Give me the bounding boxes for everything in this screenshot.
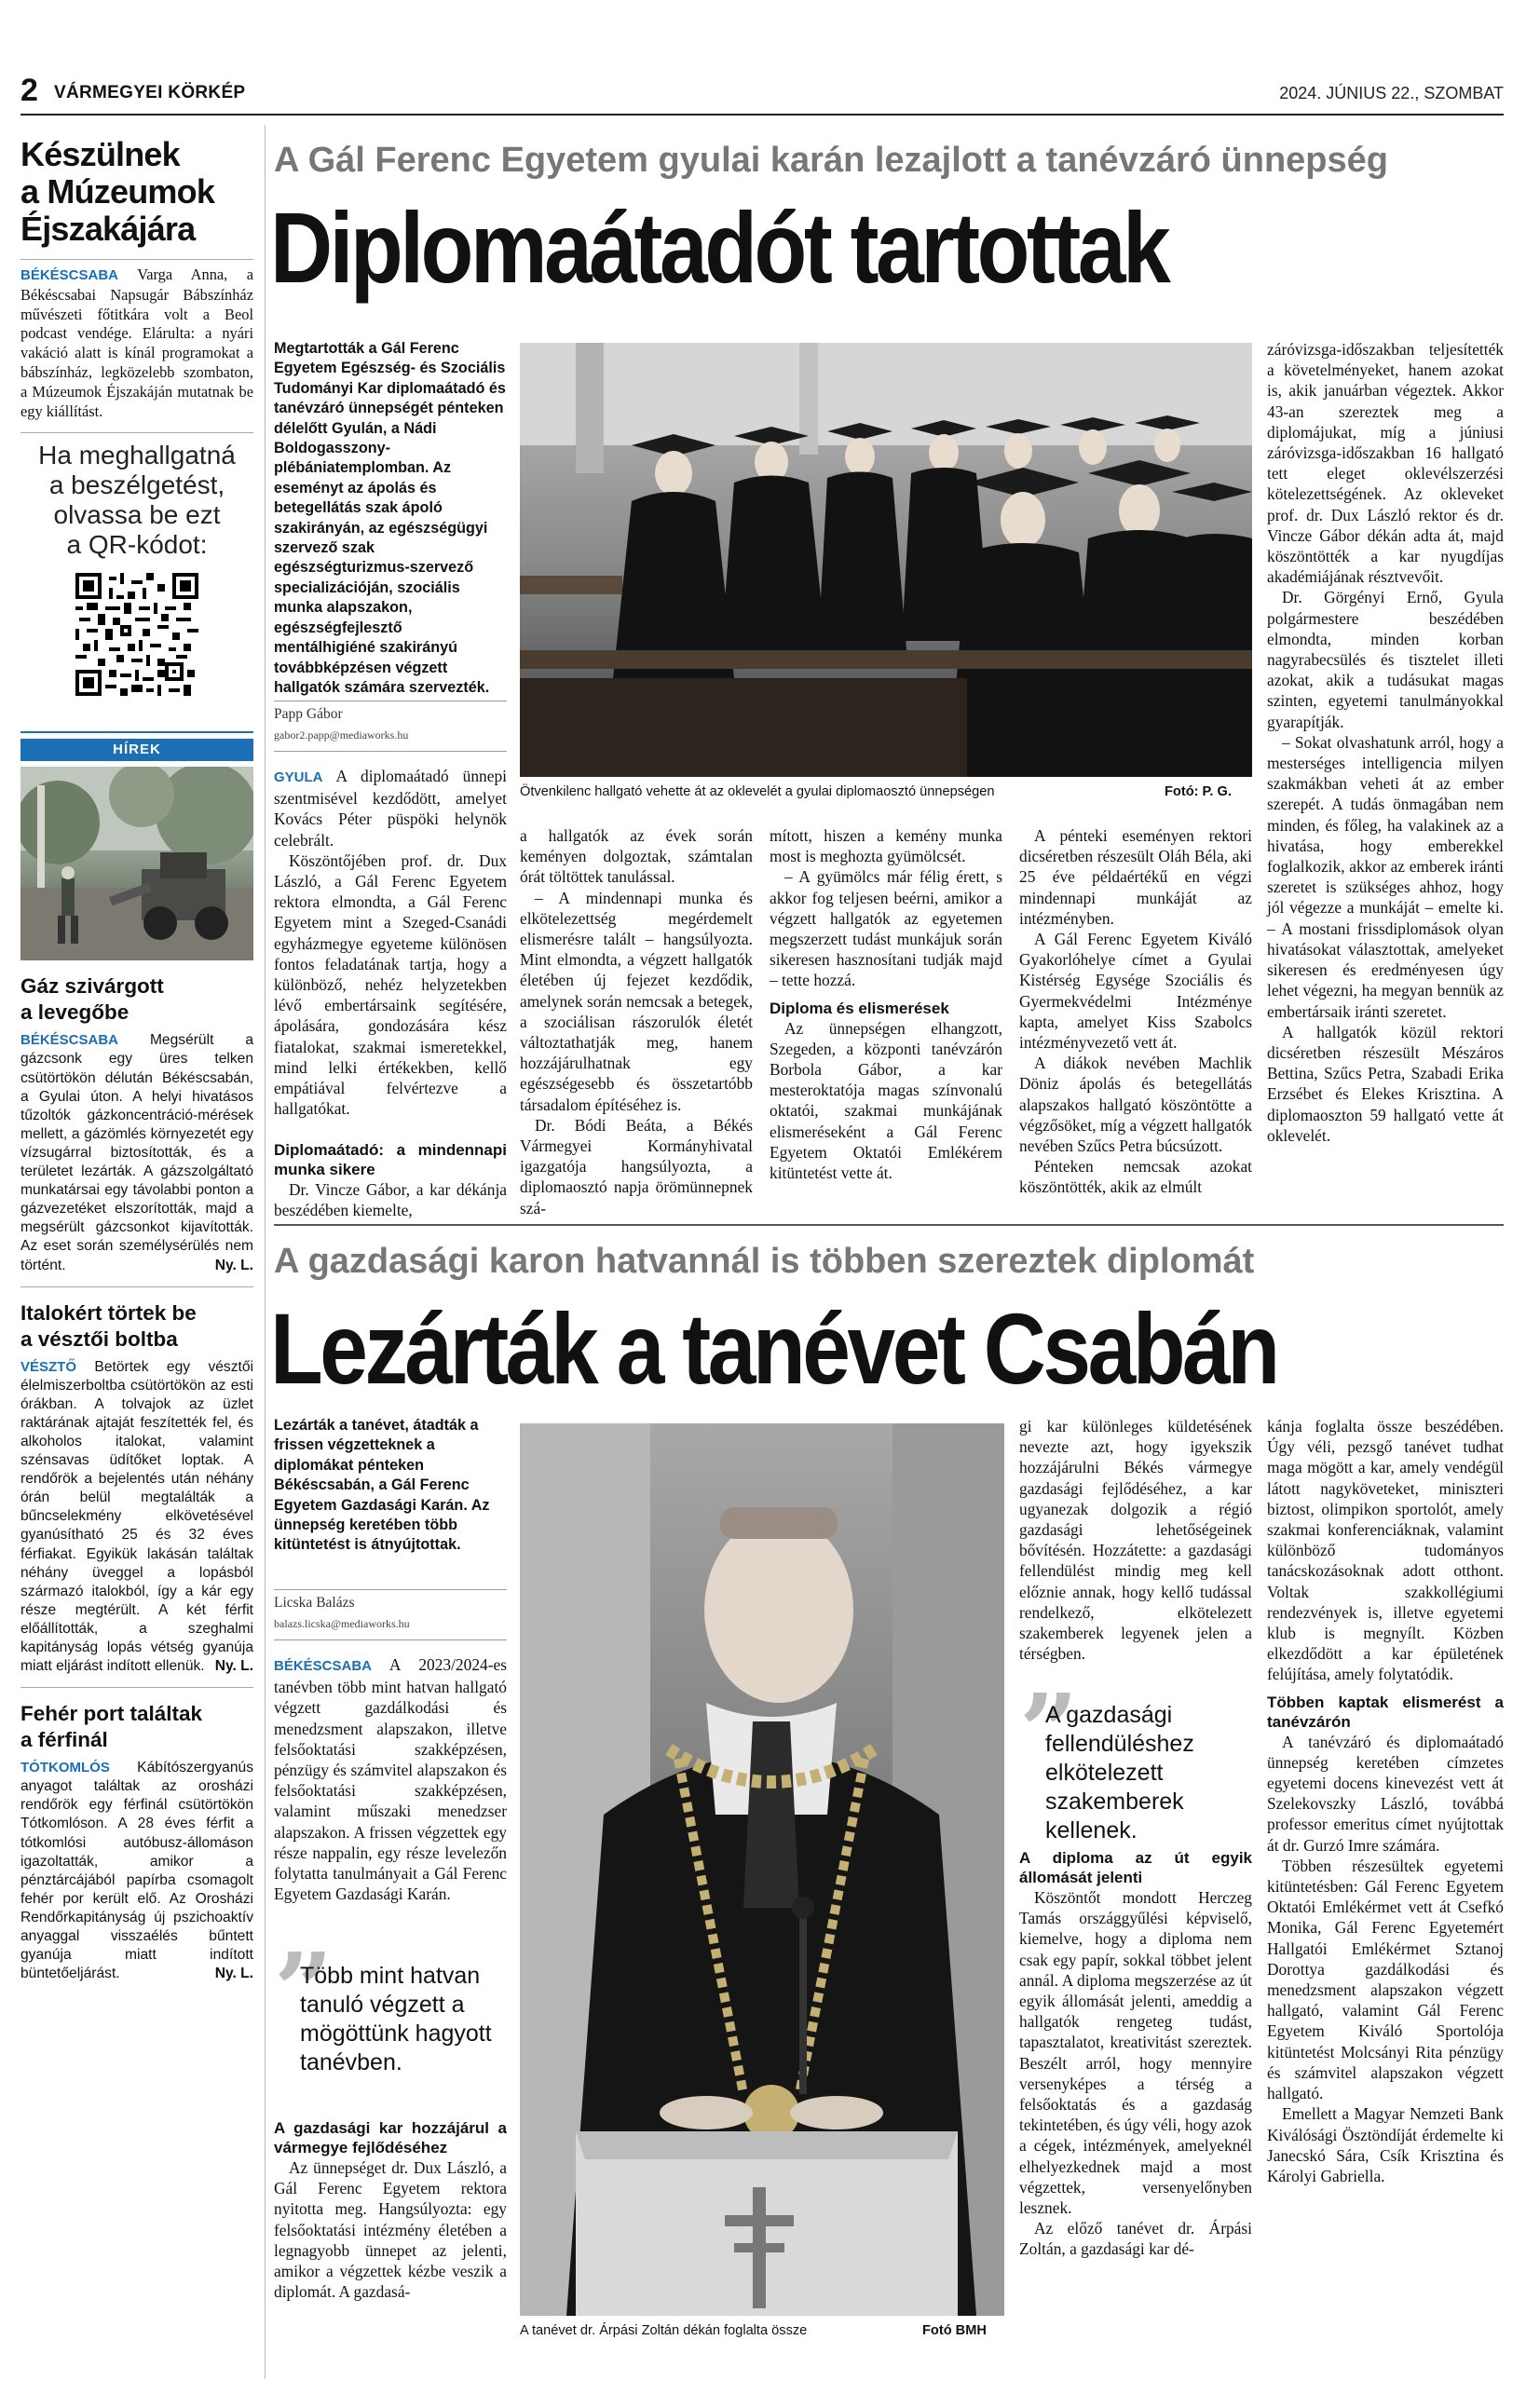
article2-col1: BÉKÉSCSABA A 2023/2024-es tanévben több mint hatvan hallgató végzett gazdálkodási és menedzsment alapszakon, illetve felsőoktatási szakképzésen, pénzügy és számvitel alapszakon és felsőoktatási szakképzésen, valamint műszaki menedzser alapszakon. A frissen végzettek egy része nappalin, egy része levelezőn folytatta tanulmányait a Gál Ferenc Egyetem Gazdasági Karán.	[274, 1655, 507, 1904]
news-text-gas: BÉKÉSCSABA Megsérült a gázcsonk egy üres telken csütörtökön délután Békéscsabán, a Gyulai úton. A helyi hivatásos tűzoltók gázkoncentráció-mérések mellett, a gázömlés környezetét egy vízsugárral biztosították, és a területet lezárták. A gázszolgáltató munkatársai egy távolabbi ponton a gázvezetéket elszorították, majd a megsérült gázcsonkot kijavították. Az eset során személysérülés nem történt. Ny. L.	[20, 1032, 253, 1273]
sidebar	[20, 125, 253, 2379]
news-title-gas: Gáz szivárgott a levegőbe	[20, 974, 164, 1025]
article2-photo-credit: Fotó BMH	[922, 2323, 987, 2338]
article1-photo-graduates	[520, 343, 1252, 777]
qr-prompt: Ha meghallgatná a beszélgetést, olvassa be ezt a QR-kódot:	[38, 441, 236, 560]
article2-col3b: A diploma az út egyik állomását jelenti Köszöntőt mondott Herczeg Tamás országgyűlési képviselő, kiemelve, hogy a diploma nem csak egy papír, sokkal többet jelent annál. A diploma megszerzése az út egyik állomását jelenti, ameddig a hallgatók rengeteg tudást, tapasztalatot, kreativitást szereztek. Beszélt arról, hogy mennyire versenyképes a térség a felsőoktatás és a gazdaság tekintetében, és úgy véli, hogy azok a cégek, intézmények, amelyeknél elhelyezkednek majd a most végzettek, versenyelőnyben lesznek. Az előző tanévet dr. Árpási Zoltán, a gazdasági kar dé-	[1019, 1849, 1252, 2259]
article1-photo-caption: Ötvenkilenc hallgató vehette át az oklevelét a gyulai diplomaosztó ünnepségen	[520, 784, 995, 799]
news-text-powder: TÓTKOMLÓS Kábítószergyanús anyagot találtak az orosházi rendőrök egy férfinál csütörtökön Tótkomlóson. A 28 éves férfit a tótkomlósi autóbusz-állomáson igazoltatták, amikor a pénztárcájából papírba csomagolt fehér por került elő. Az Orosházi Rendőrkapitányság új pszichoaktív anyaggal visszaélés bűntett gyanúja miatt indított büntetőeljárást. Ny. L.	[20, 1760, 253, 1982]
article2-col3: gi kar különleges küldetésének nevezte azt, hogy igyekszik hozzájárulni Békés vármegye gazdasági fejlődéséhez, a kar ugyanezak dolgozik a régió gazdasági lehetőségeinek bővítésén. Hozzátette: a gazdasági fellendülést mindig meg kell előznie annak, hogy kellő tudással rendelkező, elkötelezett szakemberek legyenek jelen a térségben.	[1019, 1417, 1252, 1664]
article2-photo-caption: A tanévet dr. Árpási Zoltán dékán foglalta össze	[520, 2323, 808, 2338]
article1-photo-credit: Fotó: P. G.	[1165, 784, 1232, 799]
article2-author: Licska Balázs	[274, 1595, 355, 1611]
article1-col3: mított, hiszen a kemény munka most is meghozta gyümölcsét. – A gyümölcs már félig érett, s akkor fog teljesen beérni, amikor a végzett hallgatók az egyetemen megszerzett tudást munkájuk során sikeresen hasznosítani tudják majd – tette hozzá. Diploma és elismerések Az ünnepségen elhangzott, Szegeden, a központi tanévzárón Borbola Gábor, a kar mesteroktatója magas színvonalú oktatói, szakmai munkájának elismeréseként a Gál Ferenc Egyetem Oktatói Emlékérem kitüntetést vette át.	[770, 826, 1002, 1183]
museum-story	[20, 136, 253, 696]
article2-email[interactable]: balazs.licska@mediaworks.hu	[274, 1617, 410, 1630]
article2-pullquote-1: ” Több mint hatvan tanuló végzett a mögöttünk hagyott tanévben.	[274, 1930, 492, 2075]
article2-col1b: A gazdasági kar hozzájárul a vármegye fejlődéséhez Az ünnepséget dr. Dux László, a Gál Ferenc Egyetem rektora nyitotta meg. Hangsúlyozta: egy felsőoktatási intézmény életében a legnagyobb ünnepet az jelenti, amikor a végzettek kézbe veszik a diplomát. A gazdasá-	[274, 2119, 507, 2302]
museum-text: BÉKÉSCSABA Varga Anna, a Békéscsabai Napsugár Bábszínház művészeti főtitkára volt a Beol podcast vendége. Elárulta: a nyári vakáció alatt is kínál programokat a bábszínház, legközelebb szombaton, a Múzeumok Éjszakáján mutatnak be egy kiállítást.	[20, 265, 253, 420]
news-label: HÍREK	[20, 739, 253, 761]
news-text-burglary: VÉSZTŐ Betörtek egy vésztői élelmiszerboltba csütörtökön az esti órákban. A tolvajok az üzlet raktárának ajtaját feszítették fel, és alkoholos italokat, valamint szénsavas üdítőket loptak. A rendőrök a bejelentés után néhány órán belül megtalálták a bűncselekmény elkövetésével gyanúsítható 25 és 32 éves férfiakat. Egyikük lakásán találtak néhány üveggel a lopásból származó italokból, így a kár egy része megtérült. A két férfit előállították, a szeghalmi kapitányság lopás vétség gyanúja miatt eljárást indított ellenük. Ny. L.	[20, 1358, 253, 1675]
qr-code[interactable]	[75, 573, 198, 696]
article1-email[interactable]: gabor2.papp@mediaworks.hu	[274, 728, 409, 741]
section-name: VÁRMEGYEI KÖRKÉP	[54, 83, 246, 102]
news-title-powder: Fehér port találtak a férfinál	[20, 1702, 203, 1752]
museum-title: Készülnek a Múzeumok Éjszakájára	[20, 135, 215, 248]
article1-author: Papp Gábor	[274, 706, 343, 722]
news-item-burglary	[20, 1300, 253, 1677]
article2-headline: Lezárták a tanévet Csabán	[270, 1292, 1277, 1405]
article2-lead: Lezárták a tanévet, átadták a frissen végzetteknek a diplomákat pénteken Békéscsabán, a Gál Ferenc Egyetem Gazdasági Karán. Az ünnepség keretében több kitüntetést is átnyújtottak.	[274, 1417, 490, 1554]
quote-mark-icon: ”	[274, 1930, 334, 2050]
page-number: 2	[20, 73, 38, 108]
article1-headline: Diplomaátadót tartottak	[270, 191, 1168, 304]
article1-col5: záróvizsga-időszakban teljesítették a követelményeket, hanem azokat is, akik januárban végeztek. Akkor 43-an szereztek meg a diplomájukat, míg a júniusi záróvizsga-időszakban 16 hallgató tett eleget oklevélszerzési kötelezettségének. Az okleveket prof. dr. Dux László rektor és dr. Vincze Gábor dékán adta át, majd köszöntötték a kar nyugdíjas akadémiájának résztvevőit. Dr. Görgényi Ernő, Gyula polgármestere beszédében elmondta, minden korban nagyrabecsülés és tisztelet illeti azokat, akik a tudásukat magas szinten, egyetemi tanulmányokkal gyarapítják. – Sokat olvashatunk arról, hogy a mesterséges intelligencia milyen szakmákban veheti át az ember szerepét. A tudás önmagában nem minden, és főleg, ha valakinek az a hivatása, hogy emberekkel foglalkozik, akkor az emberek iránti szeretet is szükséges ahhoz, hogy jól végezze a munkáját – emelte ki. – A mostani frissdiplomások olyan hivatásokat választottak, amelyeket sikeresen és eredményesen úgy lehet végezni, ha megyan bennük az embertársaik iránti szeretet. A hallgatók közül rektori dicséretben részesült Mészáros Bettina, Szűcs Petra, Szabadi Erika Erzsébet és Elekes Krisztina. A diplomaoszton 59 hallgató vette át oklevelét.	[1267, 340, 1504, 1145]
news-item-gas	[20, 973, 253, 1274]
article2-photo-dean	[520, 1423, 1004, 2316]
news-item-powder	[20, 1701, 253, 1983]
article2-kicker: A gazdasági karon hatvannál is többen szereztek diplomát	[274, 1242, 1255, 1281]
article1-kicker: A Gál Ferenc Egyetem gyulai karán lezajlott a tanévzáró ünnepség	[274, 141, 1388, 180]
article1-col1: GYULA A diplomaátadó ünnepi szentmisével kezdődött, amelyet Kovács Péter püspöki helynök celebrált. Köszöntőjében prof. dr. Dux László, a Gál Ferenc Egyetem rektora elmondta, a Gál Ferenc Egyetem mint a Szeged-Csanádi egyházmegye egyetemе különösen fontos feladatának tartja, hogy a különböző, nehéz helyzetekben lévő embertársaink segítésére, ápolására, gondozására kész fiatalokat, szakmai ismeretekkel, mind lelki értékekben, kellő empátiával felvértezve a hallgatókat.	[274, 767, 507, 1119]
article1-lead: Megtartották a Gál Ferenc Egyetem Egészség- és Szociális Tudományi Kar diplomaátadó és tanévzáró ünnepségét pénteken délelőtt Gyulán, a Nádi Boldogasszony-plébániatemplomban. Az eseményt az ápolás és betegellátás szak ápoló szakirányán, az egészségügyi szervező szak egészségturizmus-szervező specializációján, szociális munka alapszakon, egészségfejlesztő mentálhigiéné szakirányú továbbképzésen végzett hallgatók számára szervezték.	[274, 340, 506, 696]
article1-col2: a hallgatók az évek során keményen dolgoztak, számtalan órát töltöttek tanulással. – A mindennapi munka és elkötelezettség megérdemelt elismerésre talált – hangsúlyozta. Mint elmondta, a végzett hallgatók életében új fejezet kezdődik, amelynek során nemcsak a betegek, a szociálisan rászorulók életét változtathatják meg, hanem hozzájárulhatnak egy egészségesebb és összetartóbb társadalom építéséhez is. Dr. Bódi Beáta, a Békés Vármegyei Kormányhivatal igazgatója hangsúlyozta, a diplomaosztó napja örömünnepnek szá-	[520, 826, 753, 1218]
quote-mark-icon-2: ”	[1019, 1671, 1079, 1791]
article1-col1b: Diplomaátadó: a mindennapi munka sikere Dr. Vincze Gábor, a kar dékánja beszédében kiemelte,	[274, 1141, 507, 1220]
article2-col4: kánja foglalta össze beszédében. Úgy véli, pezsgő tanévet tudhat maga mögött a kar, amely vendégül látott nagyköveteket, minisztеri biztost, olimpikon sportolót, amely szakmai konferenciáknak, valamint különböző tudományos tanácskozásoknak adott otthont. Voltak szakkollégiumi rendezvények is, illetve egyetemi klub is megnyílt. Közben elkezdődött a kar épületének felújítása, amely folytatódik. Többen kaptak elismerést a tanévzárón A tanévzáró és diplomaátadó ünnepség keretében címzetes egyetemi docens kinevezést vett át Szelekovszky László, továbbá professor emeritus címet nyújtottak át dr. Gurzó Imre számára. Többen részesültek egyetemi kitüntetésben: Gál Ferenc Egyetem Oktatói Emlékérmet vett át Csefkó Monika, Gál Ferenc Egyetemért Hallgatói Emlékérmet Sztanoj Dorottya gazdálkodási és menedzsment alapszakon végzett hallgató, valamint Gál Ferenc Egyetem Kiváló Sportolója kitüntetést Molcsányi Rita pénzügy és számvitel alapszakon végzett hallgató. Emellett a Magyar Nemzeti Bank Kiválósági Ösztöndíját érdemelte ki Janecskó Sára, Csík Krisztina és Károlyi Gabriella.	[1267, 1417, 1504, 2185]
article2-pullquote-2: ” A gazdasági fellendüléshez elkötelezett szakemberek kellenek.	[1019, 1671, 1194, 1843]
news-title-burglary: Italokért törtek be a vésztői boltba	[20, 1300, 197, 1351]
article1-col4: A pénteki eseményen rektori dicséretben részesült Oláh Béla, aki 25 éve példaértékű en végzi mindennapi munkáját az intézményben. A Gál Ferenc Egyetem Kiváló Gyakorlóhelye címet a Gyulai Kistérség Egysége Szociális és Gyermekvédelmi Intézménye kapta, amelyet Kiss Szabolcs intézményvezető vett át. A diákok nevében Machlik Döniz ápolás és betegellátás alapszakos hallgató köszöntötte a végzősöket, míg a végzett hallgatók nevében Szűcs Petra búcsúzott. Pénteken nemcsak azokat köszöntötték, akik az elmúlt	[1019, 826, 1252, 1197]
gas-leak-photo	[20, 767, 253, 960]
issue-date: 2024. JÚNIUS 22., SZOMBAT	[1279, 84, 1504, 102]
